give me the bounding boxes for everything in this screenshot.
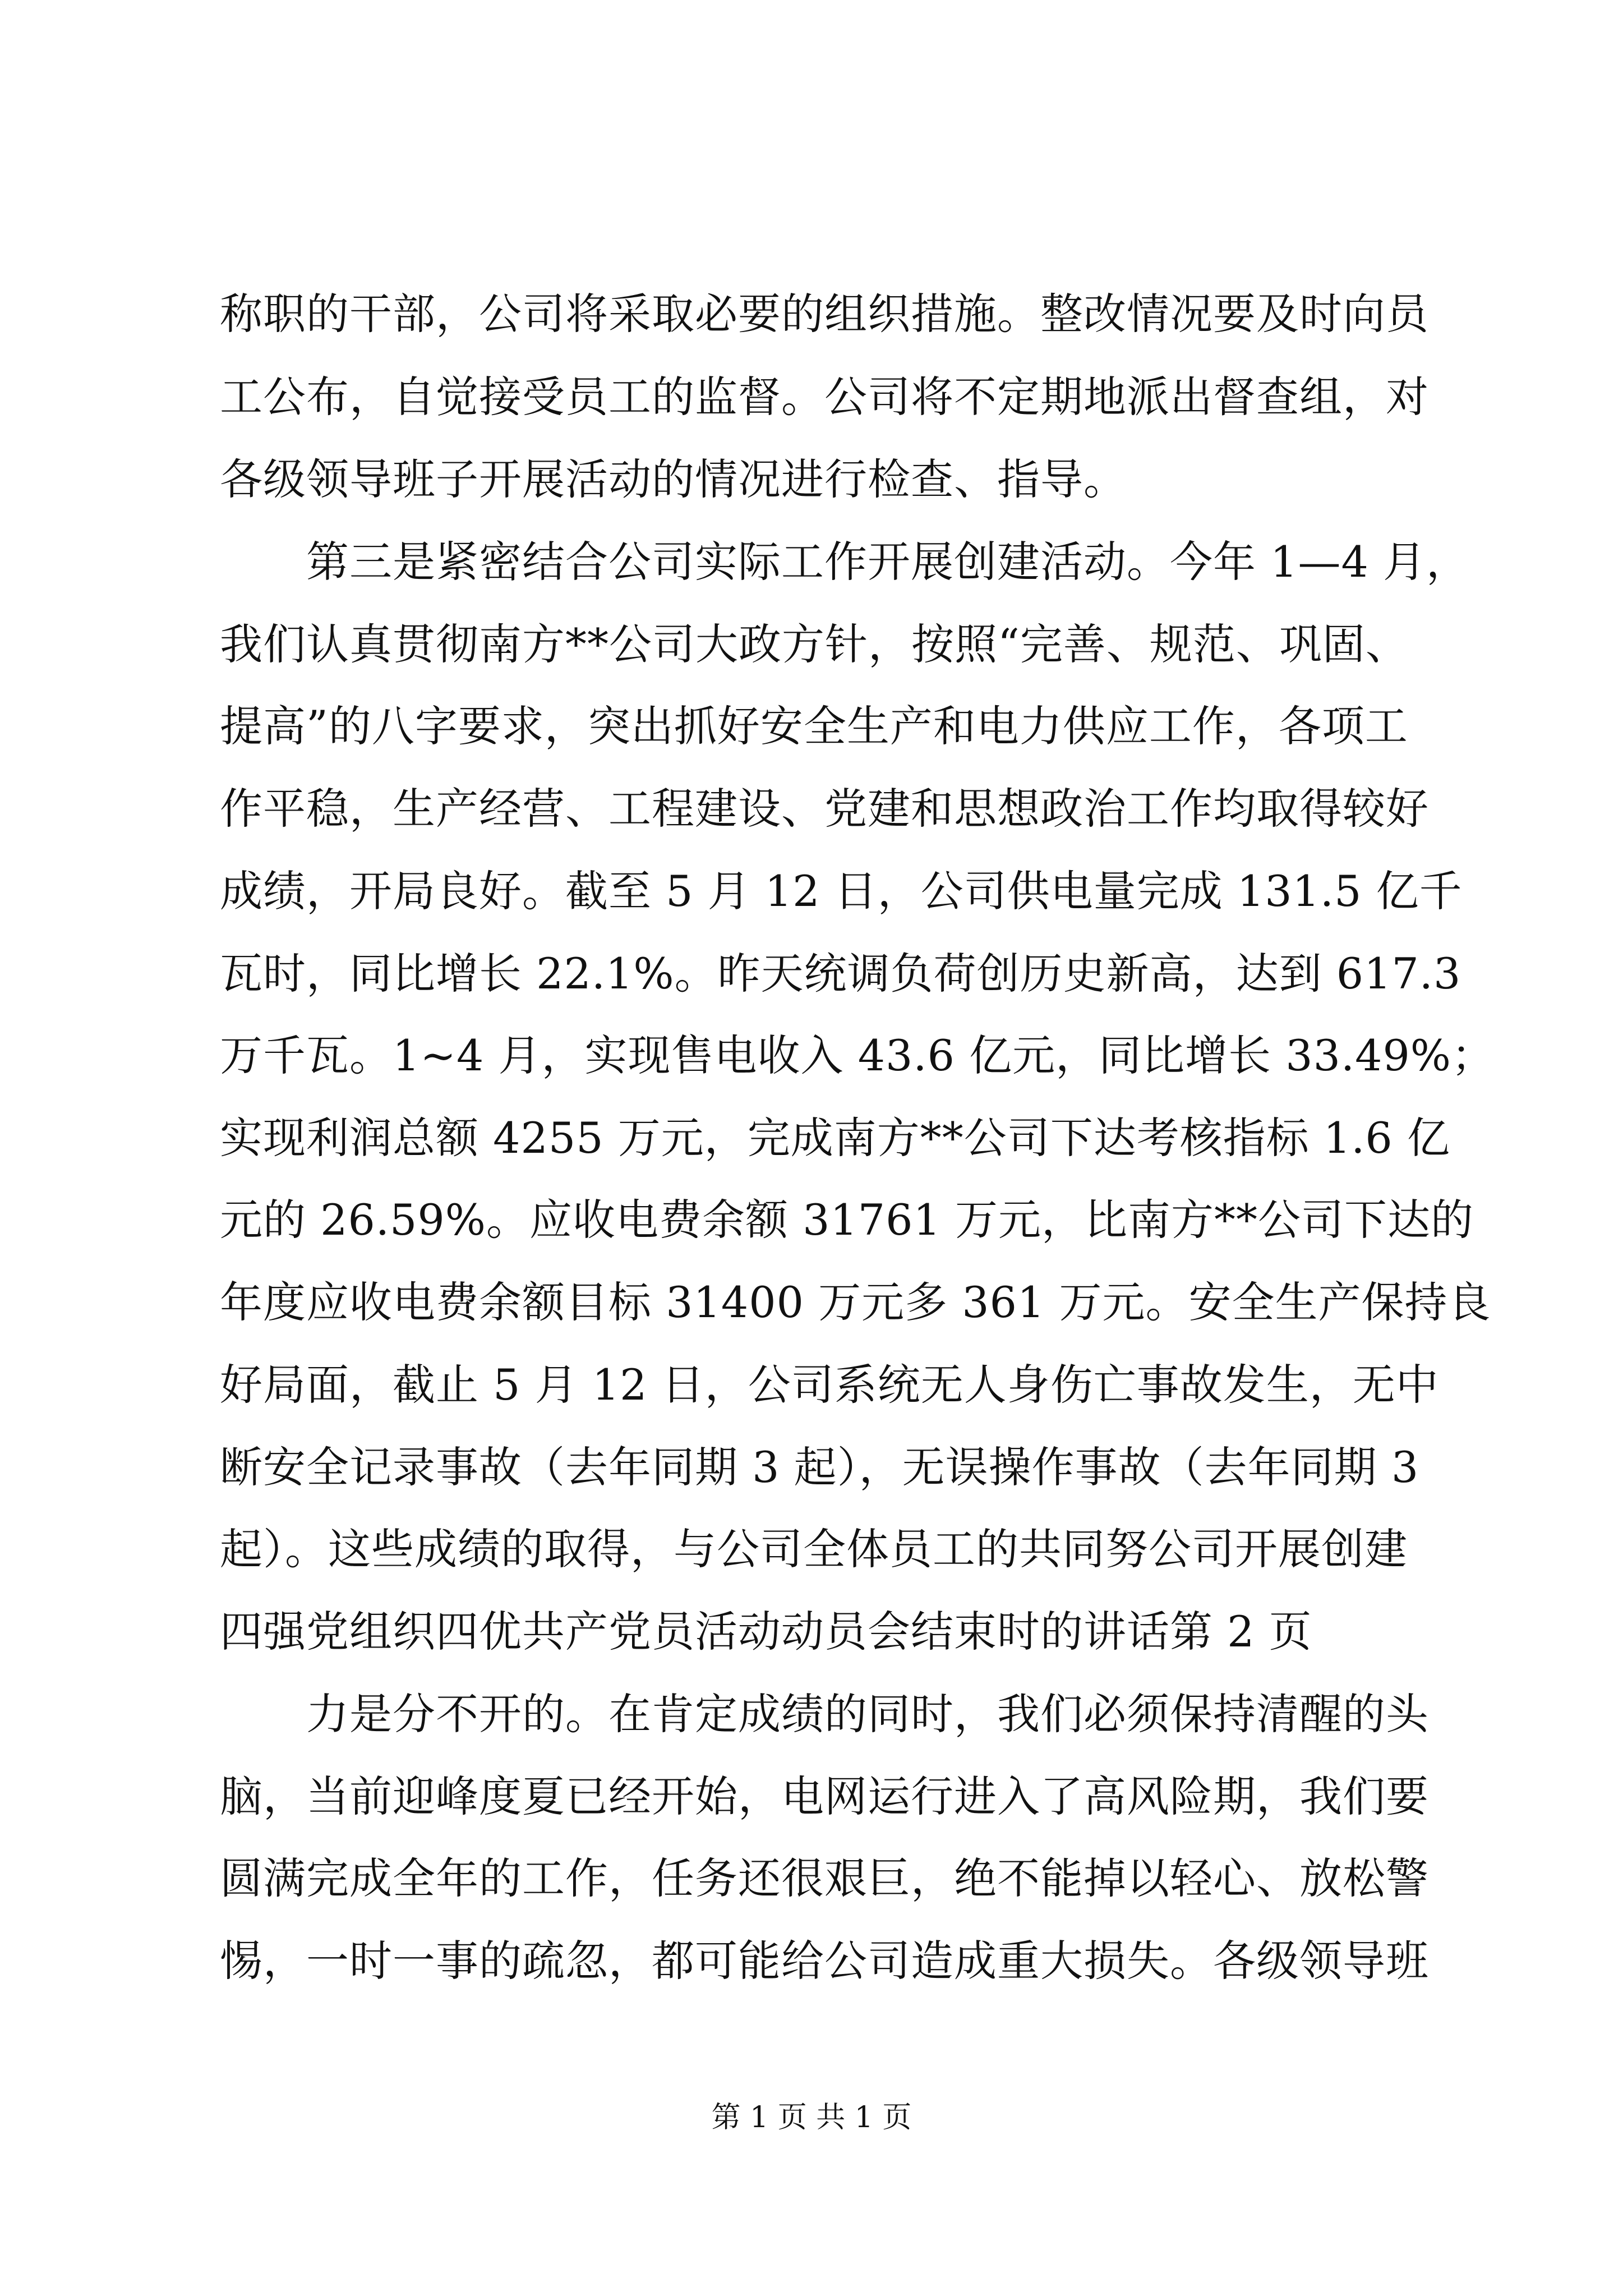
body-text-line: 年度应收电费余额目标 31400 万元多 361 万元。安全生产保持良 (220, 1277, 1491, 1327)
body-text-line: 万千瓦。1~4 月，实现售电收入 43.6 亿元，同比增长 33.49%； (220, 1030, 1495, 1080)
body-text-line: 称职的干部，公司将采取必要的组织措施。整改情况要及时向员 (220, 289, 1429, 339)
body-text-line: 脑，当前迎峰度夏已经开始，电网运行进入了高风险期，我们要 (220, 1772, 1429, 1821)
body-text-line: 作平稳，生产经营、工程建设、党建和思想政治工作均取得较好 (220, 784, 1429, 834)
body-text-line: 第三是紧密结合公司实际工作开展创建活动。今年 1—4 月， (220, 537, 1470, 587)
body-text-line: 实现利润总额 4255 万元，完成南方**公司下达考核指标 1.6 亿 (220, 1113, 1450, 1163)
body-text-line: 好局面，截止 5 月 12 日，公司系统无人身伤亡事故发生，无中 (220, 1360, 1439, 1410)
body-text-line: 断安全记录事故（去年同期 3 起），无误操作事故（去年同期 3 (220, 1442, 1419, 1492)
body-text-line: 惕，一时一事的疏忽，都可能给公司造成重大损失。各级领导班 (220, 1936, 1429, 1986)
body-text-line: 四强党组织四优共产党员活动动员会结束时的讲话第 2 页 (220, 1607, 1312, 1657)
body-text-line: 成绩，开局良好。截至 5 月 12 日，公司供电量完成 131.5 亿千 (220, 866, 1463, 916)
body-text-line: 各级领导班子开展活动的情况进行检查、指导。 (220, 454, 1127, 504)
body-text-line: 力是分不开的。在肯定成绩的同时，我们必须保持清醒的头 (220, 1689, 1429, 1739)
page-footer: 第 1 页 共 1 页 (711, 2101, 912, 2134)
body-text-line: 我们认真贯彻南方**公司大政方针，按照“完善、规范、巩固、 (220, 619, 1409, 669)
body-text-line: 提高”的八字要求，突出抓好安全生产和电力供应工作，各项工 (220, 701, 1408, 751)
body-text-line: 圆满完成全年的工作，任务还很艰巨，绝不能掉以轻心、放松警 (220, 1853, 1429, 1903)
body-text-line: 工公布，自觉接受员工的监督。公司将不定期地派出督查组，对 (220, 372, 1429, 422)
body-text-line: 起）。这些成绩的取得，与公司全体员工的共同努公司开展创建 (220, 1524, 1408, 1574)
body-text-line: 元的 26.59%。应收电费余额 31761 万元，比南方**公司下达的 (220, 1195, 1474, 1245)
body-text-line: 瓦时，同比增长 22.1%。昨天统调负荷创历史新高，达到 617.3 (220, 949, 1461, 999)
